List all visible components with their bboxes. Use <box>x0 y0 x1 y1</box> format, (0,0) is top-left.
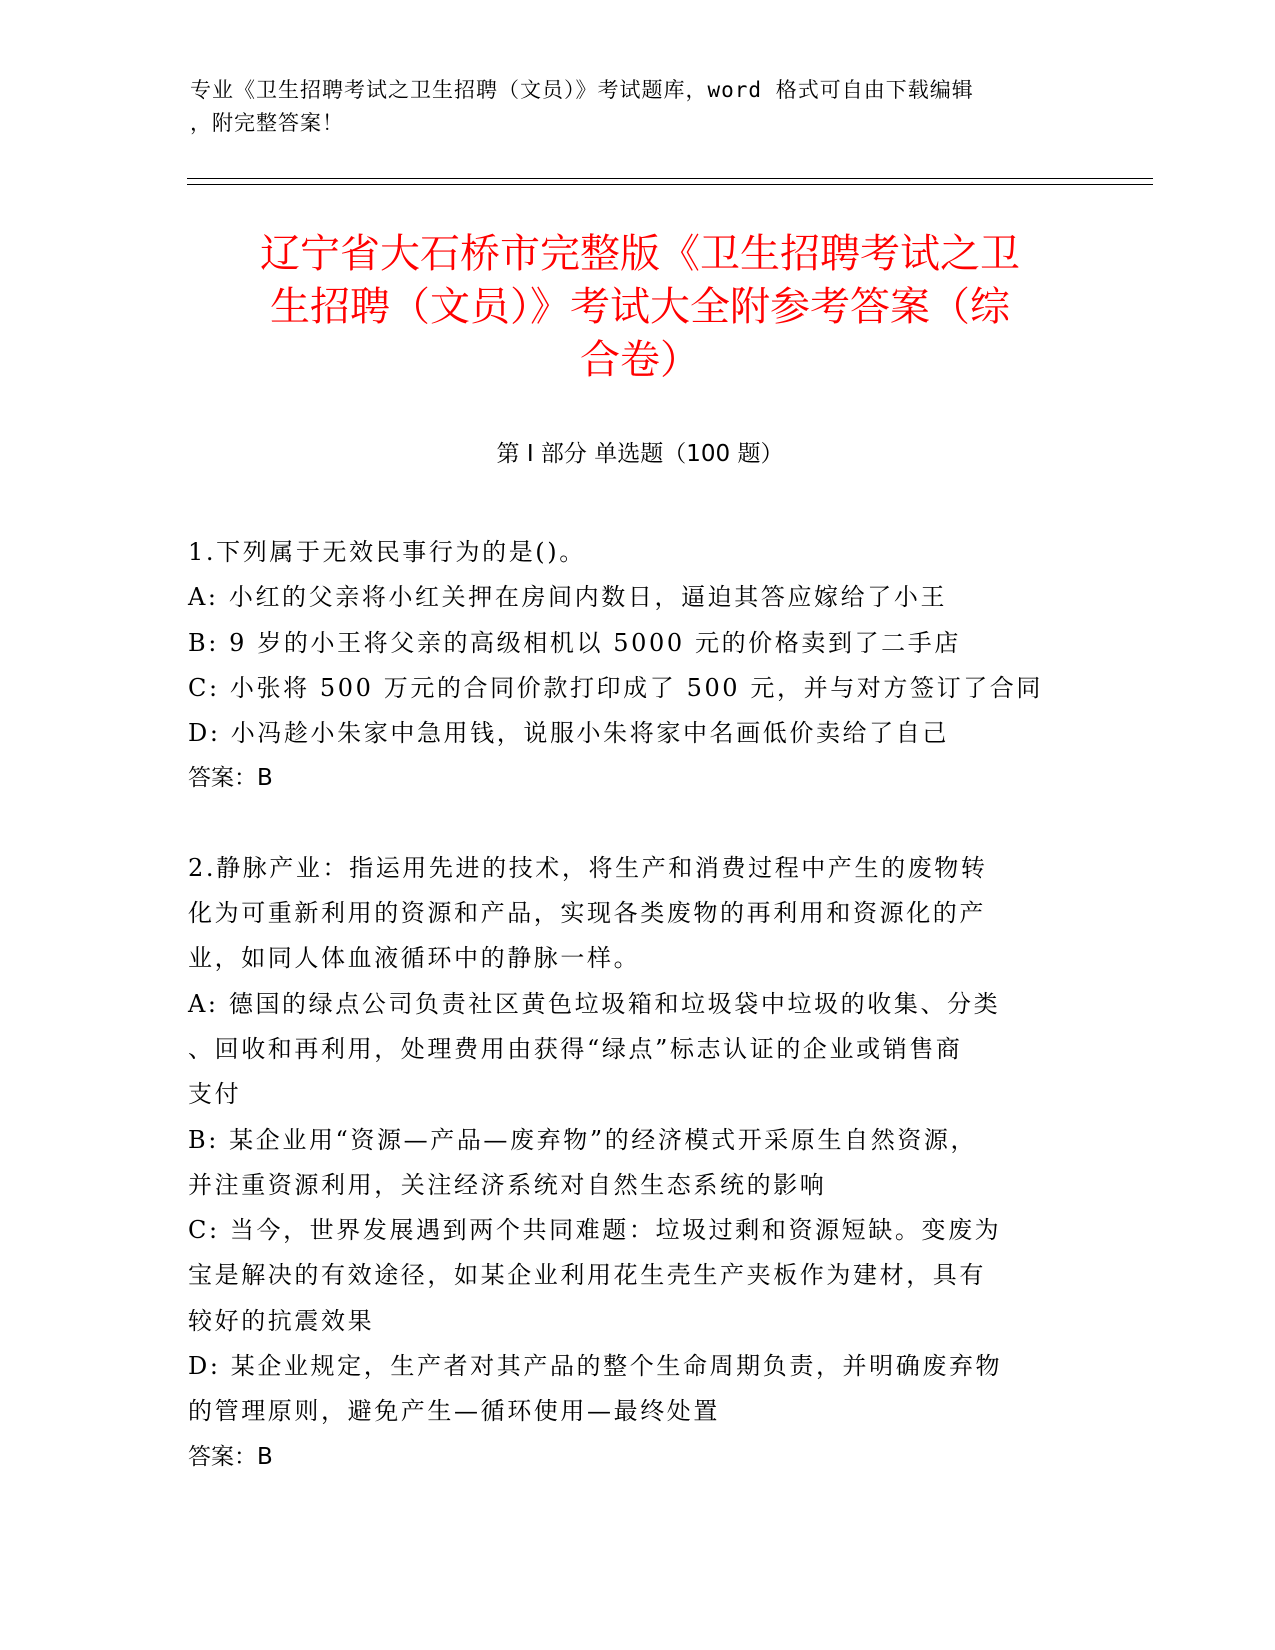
option-b: 并注重资源利用，关注经济系统对自然生态系统的影响 <box>188 1170 827 1199</box>
answer-text: 答案：B <box>188 765 273 792</box>
option-b: B: 某企业用“资源—产品—废弃物”的经济模式开采原生自然资源， <box>188 1125 978 1154</box>
option-a: 、回收和再利用，处理费用由获得“绿点”标志认证的企业或销售商 <box>188 1034 963 1063</box>
question-stem: 化为可重新利用的资源和产品，实现各类废物的再利用和资源化的产 <box>188 899 986 928</box>
document-title-line: 生招聘（文员）》考试大全附参考答案（综 <box>270 284 1010 330</box>
option-a: 支付 <box>188 1080 242 1109</box>
document-title-line: 辽宁省大石桥市完整版《卫生招聘考试之卫 <box>260 231 1020 277</box>
option-d: D: 某企业规定，生产者对其产品的整个生命周期负责，并明确废弃物 <box>188 1352 1003 1381</box>
answer-text: 答案：B <box>188 1443 273 1470</box>
document-title <box>190 228 1090 387</box>
option-b: B: 9 岁的小王将父亲的高级相机以 5000 元的价格卖到了二手店 <box>188 628 961 657</box>
header-divider-top <box>187 178 1153 179</box>
question-stem: 业，如同人体血液循环中的静脉一样。 <box>188 944 641 973</box>
header-divider-bottom <box>187 184 1153 185</box>
option-c: C: 当今，世界发展遇到两个共同难题：垃圾过剩和资源短缺。变废为 <box>188 1216 1002 1245</box>
option-a: A: 小红的父亲将小红关押在房间内数日，逼迫其答应嫁给了小王 <box>188 583 948 612</box>
option-c: 宝是解决的有效途径，如某企业利用花生壳生产夹板作为建材，具有 <box>188 1261 986 1290</box>
option-d: D: 小冯趁小朱家中急用钱，说服小朱将家中名画低价卖给了自己 <box>188 719 949 748</box>
header-note-line: 专业《卫生招聘考试之卫生招聘（文员）》考试题库，word 格式可自由下载编辑 <box>190 78 974 102</box>
option-c: 较好的抗震效果 <box>188 1306 375 1335</box>
question-1 <box>188 530 1088 802</box>
question-2 <box>188 846 1088 1480</box>
question-stem: 2.静脉产业：指运用先进的技术，将生产和消费过程中产生的废物转 <box>188 853 988 882</box>
question-list <box>188 530 1088 1480</box>
option-d: 的管理原则，避免产生—循环使用—最终处置 <box>188 1397 720 1426</box>
header-note-line: ，附完整答案！ <box>190 111 344 135</box>
option-c: C: 小张将 500 万元的合同价款打印成了 500 元，并与对方签订了合同 <box>188 673 1044 702</box>
section-heading: 第 I 部分 单选题（100 题） <box>496 441 784 467</box>
document-title-line: 合卷） <box>580 337 700 383</box>
header-note <box>190 74 1090 140</box>
question-stem: 1.下列属于无效民事行为的是()。 <box>188 538 586 566</box>
option-a: A: 德国的绿点公司负责社区黄色垃圾箱和垃圾袋中垃圾的收集、分类 <box>188 989 1001 1018</box>
